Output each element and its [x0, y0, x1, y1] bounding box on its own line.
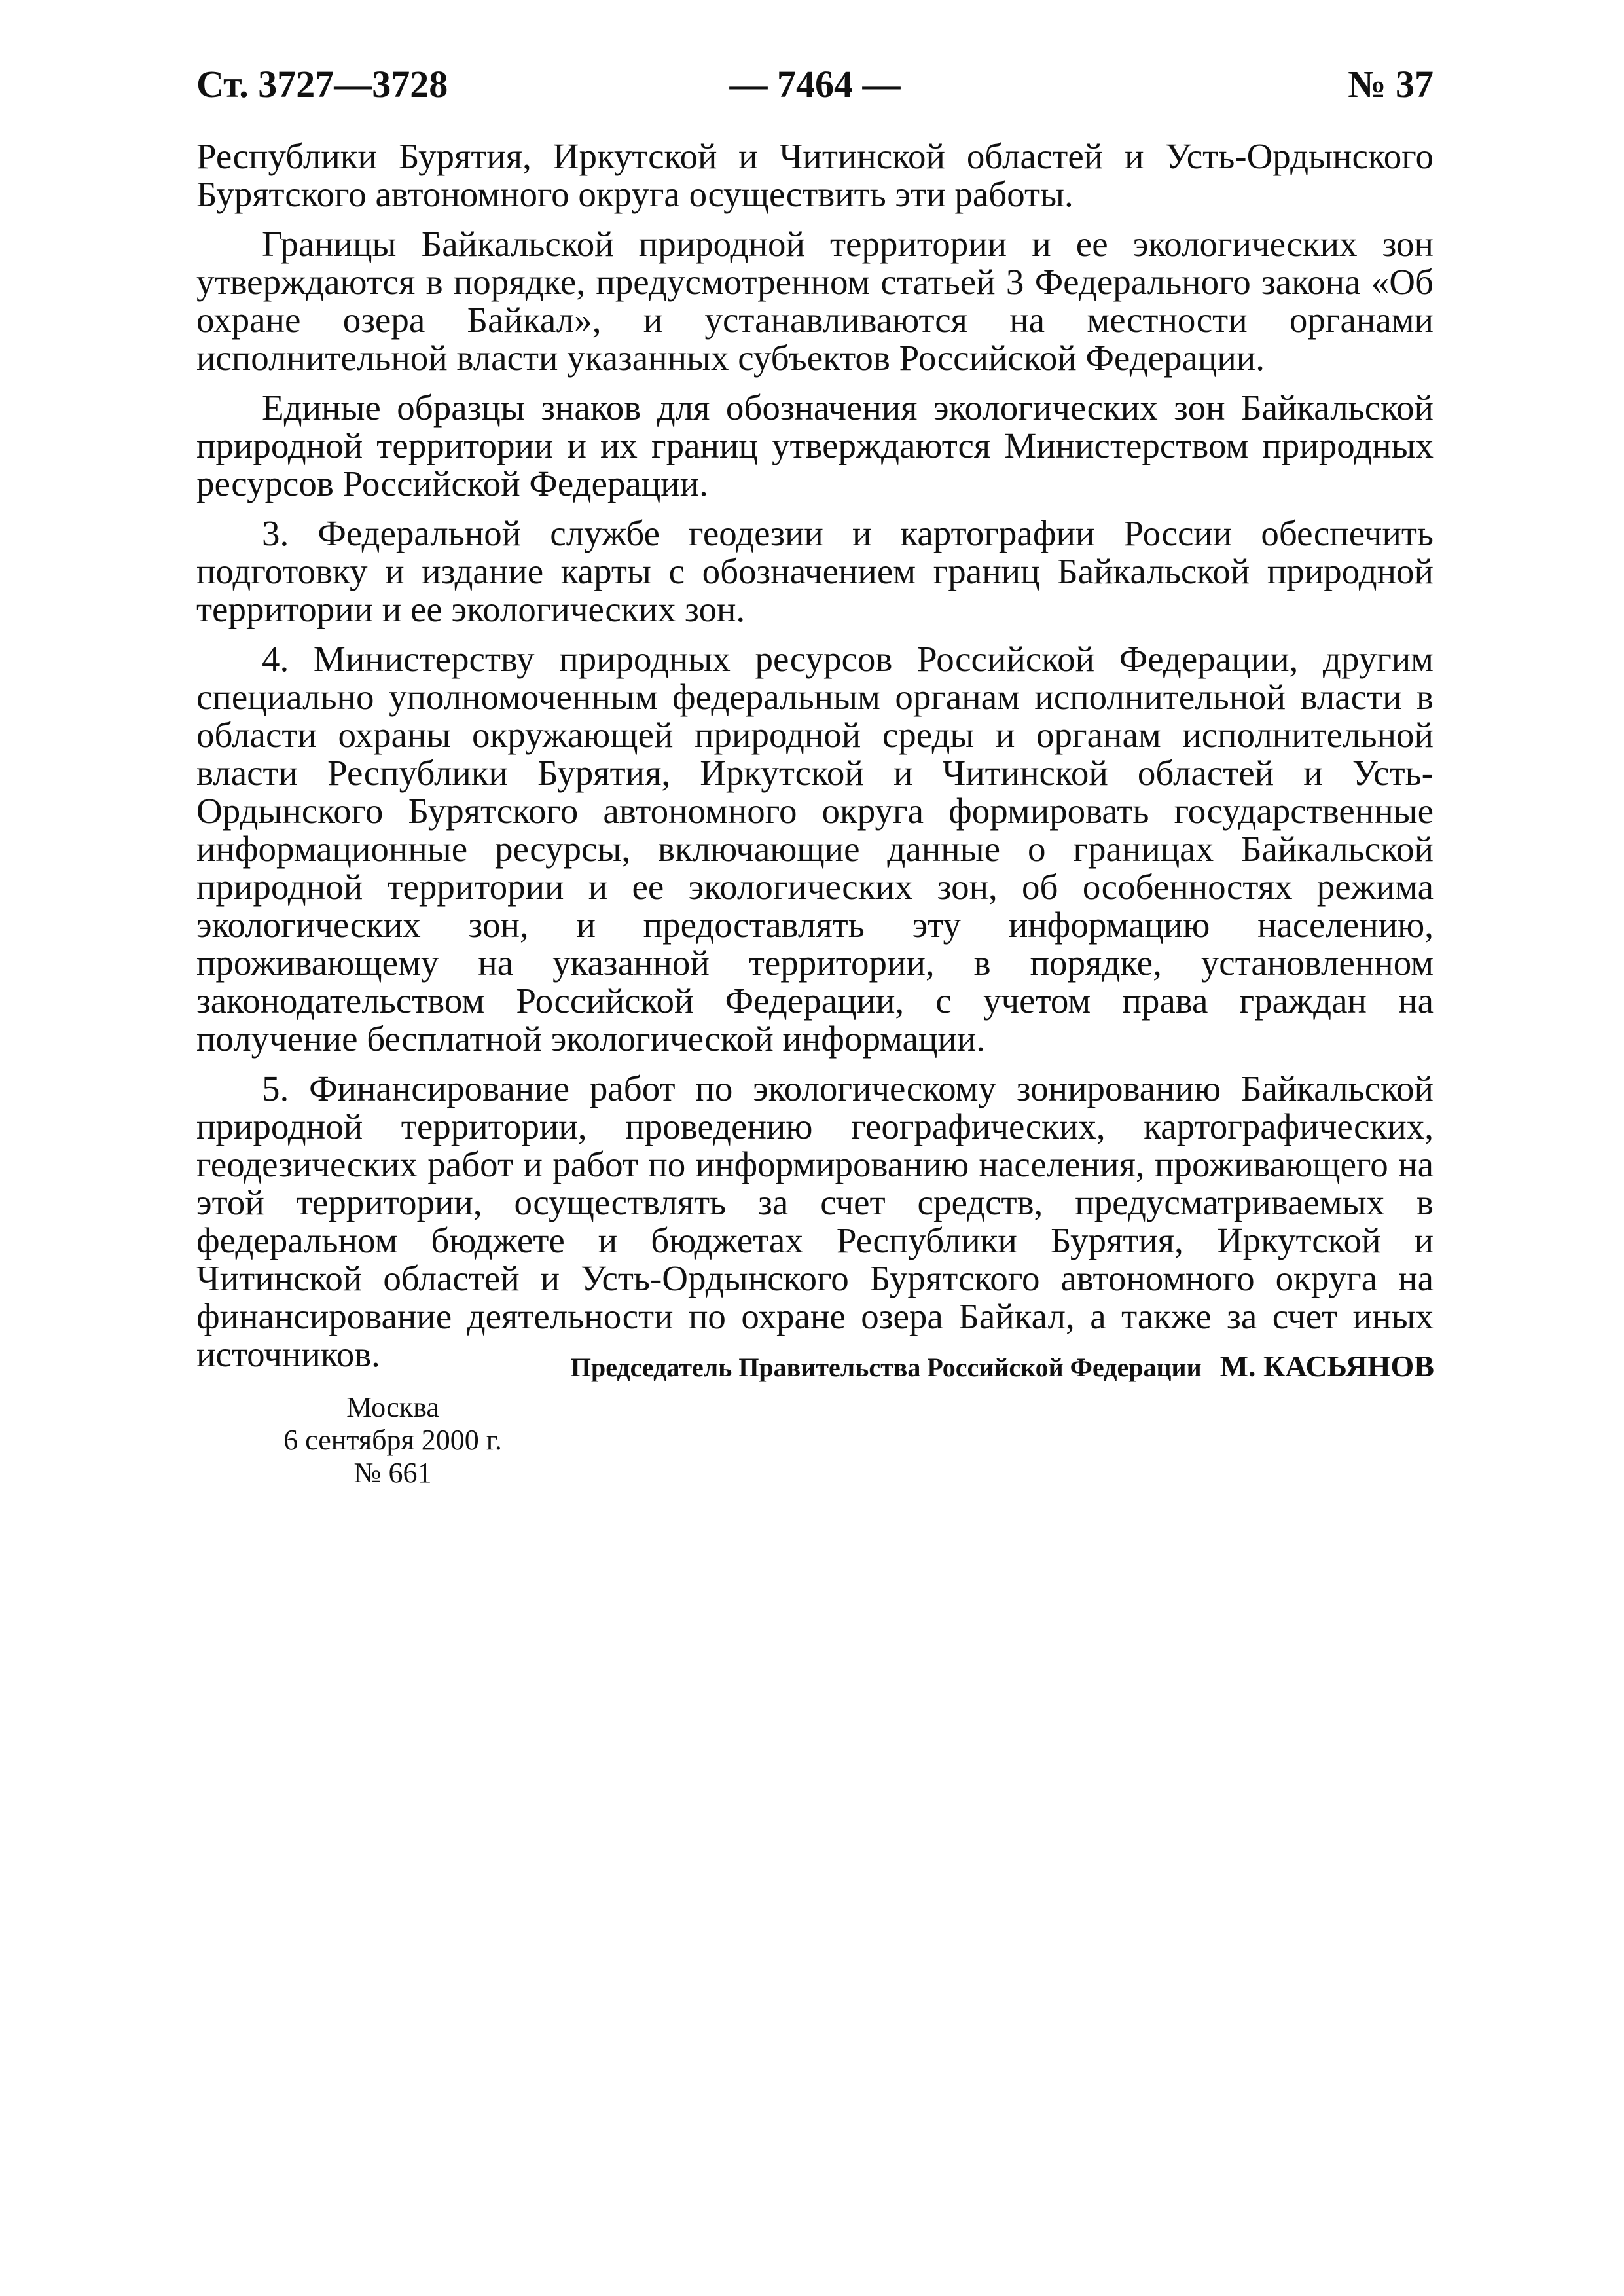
issue-number: № 37	[1348, 63, 1434, 105]
page-header	[196, 62, 1434, 121]
city: Москва	[346, 1391, 439, 1423]
signature-block	[571, 1349, 1434, 1383]
paragraph-continuation: Республики Бурятия, Иркутской и Читинской областей и Усть-Ордынского Бурятского автономного округа осуществить эти работы.	[196, 136, 1434, 214]
paragraph-item-3: 3. Федеральной службе геодезии и картографии России обеспечить подготовку и издание карты с обозначением границ Байкальской природной территории и ее экологических зон.	[196, 513, 1434, 629]
article-reference: Ст. 3727—3728	[196, 63, 448, 105]
signatory-name: М. КАСЬЯНОВ	[1219, 1349, 1434, 1383]
paragraph-signs: Единые образцы знаков для обозначения экологических зон Байкальской природной территории и их границ утверждаются Министерством природных ресурсов Российской Федерации.	[196, 388, 1434, 503]
document-body	[196, 137, 1434, 1385]
paragraph-item-4: 4. Министерству природных ресурсов Российской Федерации, другим специально уполномоченным федеральным органам исполнительной власти в области охраны окружающей природной среды и органам исполнительной власти Республики Бурятия, Иркутской и Читинской областей и Усть-Ордынского Бурятского автономного округа формировать государственные информационные ресурсы, включающие данные о границах Байкальской природной территории и ее экологических зон, об особенностях режима экологических зон, и предоставлять эту информацию населению, проживающему на указанной территории, в порядке, установленном законодательством Российской Федерации, с учетом права граждан на получение бесплатной экологической информации.	[196, 639, 1434, 1059]
signatory-title: Председатель Правительства Российской Федерации	[570, 1353, 1202, 1382]
date: 6 сентября 2000 г.	[283, 1424, 502, 1456]
paragraph-borders: Границы Байкальской природной территории и ее экологических зон утверждаются в порядке, предусмотренном статьей 3 Федерального закона «Об охране озера Байкал», и устанавливаются на местности органами исполнительной власти указанных субъектов Российской Федерации.	[196, 224, 1434, 378]
document-number: № 661	[353, 1457, 432, 1489]
place-date-block	[262, 1391, 524, 1489]
paragraph-item-5: 5. Финансирование работ по экологическому зонированию Байкальской природной территории, проведению географических, картографических, геодезических работ и работ по информированию населения, проживающего на этой территории, осуществлять за счет средств, предусматриваемых в федеральном бюджете и бюджетах Республики Бурятия, Иркутской и Читинской областей и Усть-Ордынского Бурятского автономного округа на финансирование деятельности по охране озера Байкал, а также за счет иных источников.	[196, 1068, 1434, 1374]
page-number: — 7464 —	[729, 63, 901, 105]
